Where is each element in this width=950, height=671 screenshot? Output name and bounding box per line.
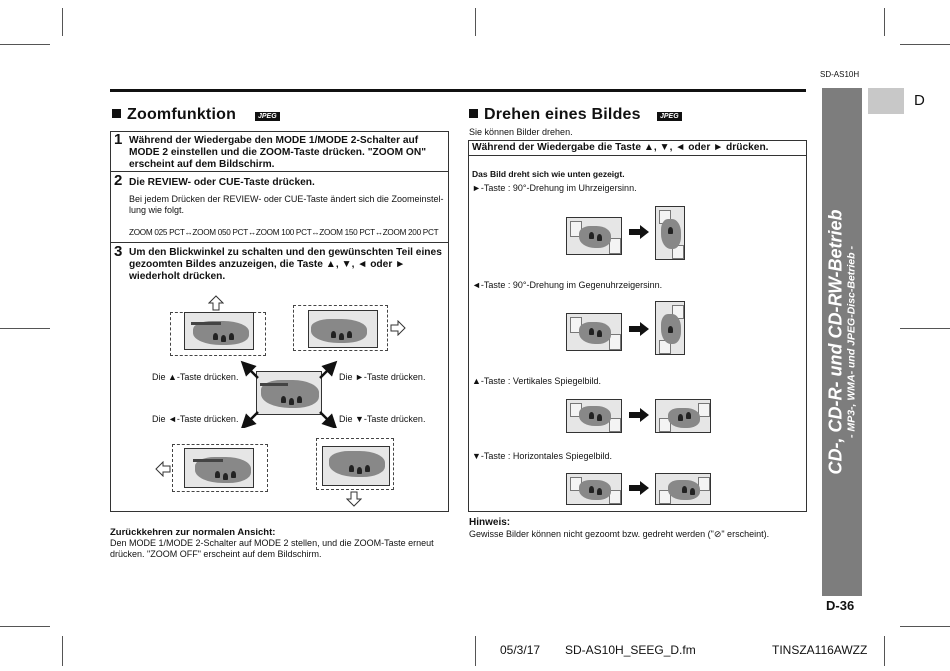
rotate-vertical-before [566,399,622,433]
crop-mark [884,8,885,36]
arrow-left-icon [155,461,171,477]
caption-down: Die ▼-Taste drücken. [339,414,426,424]
normal-view-text: Den MODE 1/MODE 2-Schalter auf MODE 2 stellen, und die ZOOM-Taste erneut drücken. "ZOOM OFF" erscheint auf dem Bildschirm. [110,538,434,559]
crop-mark [0,328,50,329]
rotate-title-text: Drehen eines Bildes [484,106,641,123]
arrow-right-icon [629,225,649,239]
zoom-view-down [322,446,390,486]
step2-number: 2 [114,172,123,189]
caption-left: Die ◄-Taste drücken. [152,414,239,424]
divider [468,155,807,156]
top-rule [110,89,806,92]
crop-mark [900,626,950,627]
crop-mark [900,44,950,45]
crop-mark [0,44,50,45]
zoom-direction-arrows [236,360,342,428]
rotate-cw-before [566,217,622,255]
rotate-note: Das Bild dreht sich wie unten gezeigt. [472,169,625,179]
step3-text: Um den Blickwinkel zu schalten und den gewünschten Teil eines gezoomten Bildes anzuzeigen, die Taste ▲, ▼, ◄ oder ► wiederholt drücken. [129,247,442,282]
model-label: SD-AS10H [820,70,860,79]
step1-number: 1 [114,131,123,148]
divider [110,171,449,172]
rotate-item-horizontal: ▼-Taste : Horizontales Spiegelbild. [472,451,612,461]
rotate-item-ccw: ◄-Taste : 90°-Drehung im Gegenuhrzeigersinn. [472,280,663,290]
footer-date: 05/3/17 [500,643,541,657]
arrow-right-icon [629,322,649,336]
arrow-right-icon [629,408,649,422]
arrow-right-icon [629,481,649,495]
rotate-ccw-before [566,313,622,351]
crop-mark [475,8,476,36]
crop-mark [475,636,476,666]
arrow-down-icon [346,491,362,507]
square-bullet-icon [469,109,478,118]
rotate-cw-after [655,206,685,260]
arrow-up-icon [208,295,224,311]
chapter-title-main: CD-, CD-R- und CD-RW-Betrieb [825,209,846,475]
rotate-subtitle: Sie können Bilder drehen. [469,127,573,137]
page-number: D-36 [826,598,855,613]
crop-mark [0,626,50,627]
rotate-title [469,106,641,124]
zoom-view-up [184,312,254,350]
zoom-title-text: Zoomfunktion [127,106,237,123]
step2-text: Bei jedem Drücken der REVIEW- oder CUE-Taste ändert sich die Zoomeinstel-lung wie folgt. [129,194,444,215]
rotate-ccw-after [655,301,685,355]
language-letter: D [914,92,925,109]
footer-code: TINSZA116AWZZ [772,643,868,657]
language-letter-block [868,88,904,114]
rotate-box-title: Während der Wiedergabe die Taste ▲, ▼, ◄ oder ► drücken. [472,142,769,153]
crop-mark [62,636,63,666]
square-bullet-icon [112,109,121,118]
hint-title: Hinweis: [469,517,511,528]
caption-right: Die ►-Taste drücken. [339,372,426,382]
divider [110,242,449,243]
jpeg-badge: JPEG [255,112,280,121]
crop-mark [62,8,63,36]
step1-text: Während der Wiedergabe den MODE 1/MODE 2-Schalter auf MODE 2 einstellen und die ZOOM-Taste drücken. "ZOOM ON" erscheint auf dem Bildschirm. [129,135,427,170]
step3-number: 3 [114,243,123,260]
rotate-horizontal-after [655,473,711,505]
footer-file: SD-AS10H_SEEG_D.fm [565,643,696,657]
crop-mark [900,328,950,329]
zoom-sequence: ZOOM 025 PCT↔ZOOM 050 PCT↔ZOOM 100 PCT↔ZOOM 150 PCT↔ZOOM 200 PCT [129,228,439,237]
normal-view-title: Zurückkehren zur normalen Ansicht: [110,527,276,538]
jpeg-badge: JPEG [657,112,682,121]
rotate-item-cw: ►-Taste : 90°-Drehung im Uhrzeigersinn. [472,183,637,193]
step2-title: Die REVIEW- oder CUE-Taste drücken. [129,177,315,188]
chapter-title [826,210,859,475]
zoom-title [112,106,236,124]
arrow-right-icon [390,320,406,336]
zoom-view-right [308,310,378,348]
chapter-title-sub: - MP3-, WMA- und JPEG-Disc-Betrieb - [845,246,858,438]
crop-mark [884,636,885,666]
rotate-vertical-after [655,399,711,433]
caption-up: Die ▲-Taste drücken. [152,372,239,382]
rotate-horizontal-before [566,473,622,505]
hint-text: Gewisse Bilder können nicht gezoomt bzw. gedreht werden ("⊘" erscheint). [469,529,770,539]
zoom-view-left [184,448,254,488]
rotate-item-vertical: ▲-Taste : Vertikales Spiegelbild. [472,376,601,386]
